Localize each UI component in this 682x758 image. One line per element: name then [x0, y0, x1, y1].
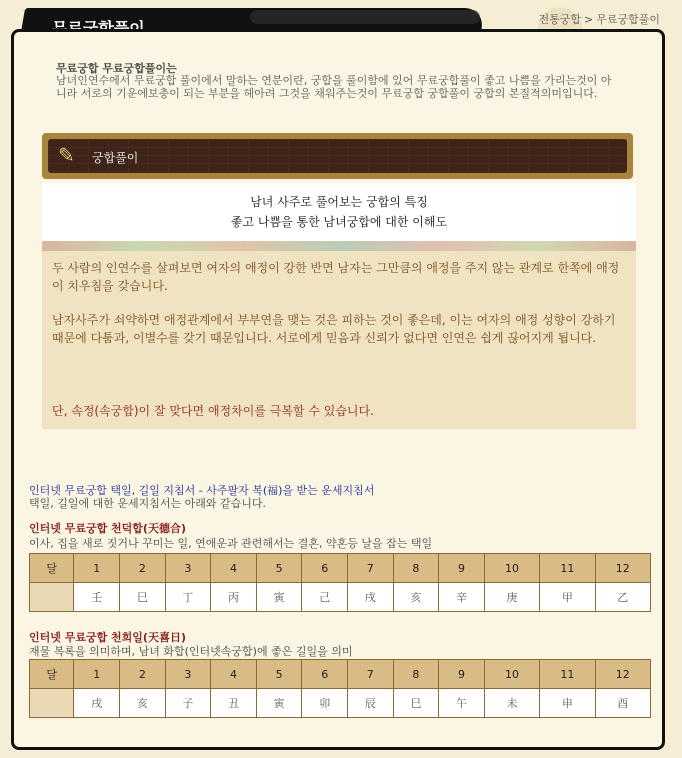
gunghap-box-header — [42, 133, 633, 179]
value-cell: 乙 — [595, 583, 650, 612]
box-label: 궁합풀이 — [92, 151, 139, 165]
value-cell: 子 — [165, 689, 211, 718]
month-cell: 11 — [540, 660, 595, 689]
month-cell: 3 — [165, 660, 211, 689]
empty-cell — [30, 689, 74, 718]
table2-title: 인터넷 무료궁합 천희일(天喜日) — [29, 631, 186, 644]
month-cell: 1 — [74, 554, 120, 583]
value-cell: 戌 — [74, 689, 120, 718]
month-label-cell: 달 — [30, 554, 74, 583]
value-cell: 戌 — [347, 583, 393, 612]
month-cell: 8 — [393, 554, 439, 583]
month-label-cell: 달 — [30, 660, 74, 689]
table-header-row — [30, 660, 651, 689]
month-cell: 6 — [302, 660, 348, 689]
content-paragraph-2: 남자사주가 쇠약하면 애정관계에서 부부연을 맺는 것은 피하는 것이 좋은데, 이는 여자의 애정 성향이 강하기 때문에 다툼과, 이별수를 갖기 때문입니다. 서로에게 믿음과 신뢰가 없다면 인연은 쉽게 끊어지게 됩니다. — [52, 313, 616, 345]
gunghap-content-box — [42, 251, 636, 429]
value-cell: 酉 — [595, 689, 650, 718]
value-cell: 寅 — [256, 583, 302, 612]
month-cell: 5 — [256, 660, 302, 689]
month-cell: 1 — [74, 660, 120, 689]
highlight-line-2: 좋고 나쁨을 통한 남녀궁합에 대한 이해도 — [230, 215, 448, 229]
breadcrumb — [539, 11, 661, 27]
month-cell: 10 — [484, 660, 539, 689]
value-cell: 卯 — [302, 689, 348, 718]
month-cell: 7 — [347, 660, 393, 689]
table1-subtitle: 이사, 집을 새로 짓거나 꾸미는 일, 연애운과 관련해서는 결혼, 약혼등 날을 잡는 택일 — [29, 537, 433, 550]
value-cell: 巳 — [393, 689, 439, 718]
month-cell: 12 — [595, 554, 650, 583]
value-cell: 寅 — [256, 689, 302, 718]
table2-subtitle: 재물 복록을 의미하며, 남녀 화합(인터넷속궁합)에 좋은 길일을 의미 — [29, 645, 353, 658]
table-row — [30, 689, 651, 718]
main-panel — [11, 29, 665, 750]
value-cell: 亥 — [120, 689, 166, 718]
table-header-row — [30, 554, 651, 583]
month-cell: 4 — [211, 660, 257, 689]
value-cell: 午 — [439, 689, 485, 718]
month-cell: 12 — [595, 660, 650, 689]
table1-title: 인터넷 무료궁합 천덕합(天德合) — [29, 522, 186, 535]
value-cell: 丁 — [165, 583, 211, 612]
brush-icon: ✎ — [58, 143, 75, 167]
month-cell: 7 — [347, 554, 393, 583]
month-cell: 5 — [256, 554, 302, 583]
value-cell: 辛 — [439, 583, 485, 612]
value-cell: 亥 — [393, 583, 439, 612]
value-cell: 未 — [484, 689, 539, 718]
month-cell: 11 — [540, 554, 595, 583]
value-cell: 辰 — [347, 689, 393, 718]
content-paragraph-1: 두 사람의 인연수를 살펴보면 여자의 애정이 강한 반면 남자는 그만큼의 애정을 주지 않는 관계로 한쪽에 애정이 치우침을 갖습니다. — [52, 261, 620, 293]
value-cell: 丙 — [211, 583, 257, 612]
breadcrumb-item-traditional[interactable]: 전통궁합 — [538, 13, 582, 26]
value-cell: 壬 — [74, 583, 120, 612]
cheondeokhap-table — [29, 553, 651, 612]
box-header-inner — [48, 139, 627, 173]
empty-cell — [30, 583, 74, 612]
value-cell: 申 — [540, 689, 595, 718]
month-cell: 4 — [211, 554, 257, 583]
table-row — [30, 583, 651, 612]
section-subtitle-taekil: 택일, 길일에 대한 운세지침서는 아래와 같습니다. — [29, 497, 266, 510]
month-cell: 8 — [393, 660, 439, 689]
breadcrumb-item-current[interactable]: 무료궁합풀이 — [596, 13, 660, 26]
breadcrumb-separator: > — [584, 13, 594, 26]
decorative-stripe — [42, 241, 636, 251]
month-cell: 2 — [120, 660, 166, 689]
month-cell: 3 — [165, 554, 211, 583]
highlight-line-1: 남녀 사주로 풀어보는 궁합의 특징 — [250, 195, 428, 209]
value-cell: 巳 — [120, 583, 166, 612]
value-cell: 庚 — [484, 583, 539, 612]
month-cell: 2 — [120, 554, 166, 583]
month-cell: 6 — [302, 554, 348, 583]
month-cell: 9 — [439, 660, 485, 689]
month-cell: 10 — [484, 554, 539, 583]
value-cell: 己 — [302, 583, 348, 612]
value-cell: 丑 — [211, 689, 257, 718]
brush-stroke-accent — [250, 10, 480, 24]
value-cell: 甲 — [540, 583, 595, 612]
month-cell: 9 — [439, 554, 485, 583]
intro-title: 무료궁합 무료궁합풀이는 — [56, 62, 177, 75]
highlight-box — [42, 183, 636, 243]
intro-text: 남녀인연수에서 무료궁합 풀이에서 말하는 연분이란, 궁합을 풀이함에 있어 무료궁합풀이 좋고 나쁨을 가리는것이 아니라 서로의 기운에보충이 되는 부분을 헤아려 그것을 채워주는것이 무료궁합 궁합풀이 궁합의 본질적의미입니다. — [56, 74, 612, 100]
content-paragraph-3: 단, 속정(속궁합)이 잘 맞다면 애정차이를 극복할 수 있습니다. — [52, 404, 374, 418]
section-title-taekil: 인터넷 무료궁합 택일, 길일 지침서 - 사주팔자 복(福)을 받는 운세지침서 — [29, 484, 375, 497]
cheonhuiil-table — [29, 659, 651, 718]
